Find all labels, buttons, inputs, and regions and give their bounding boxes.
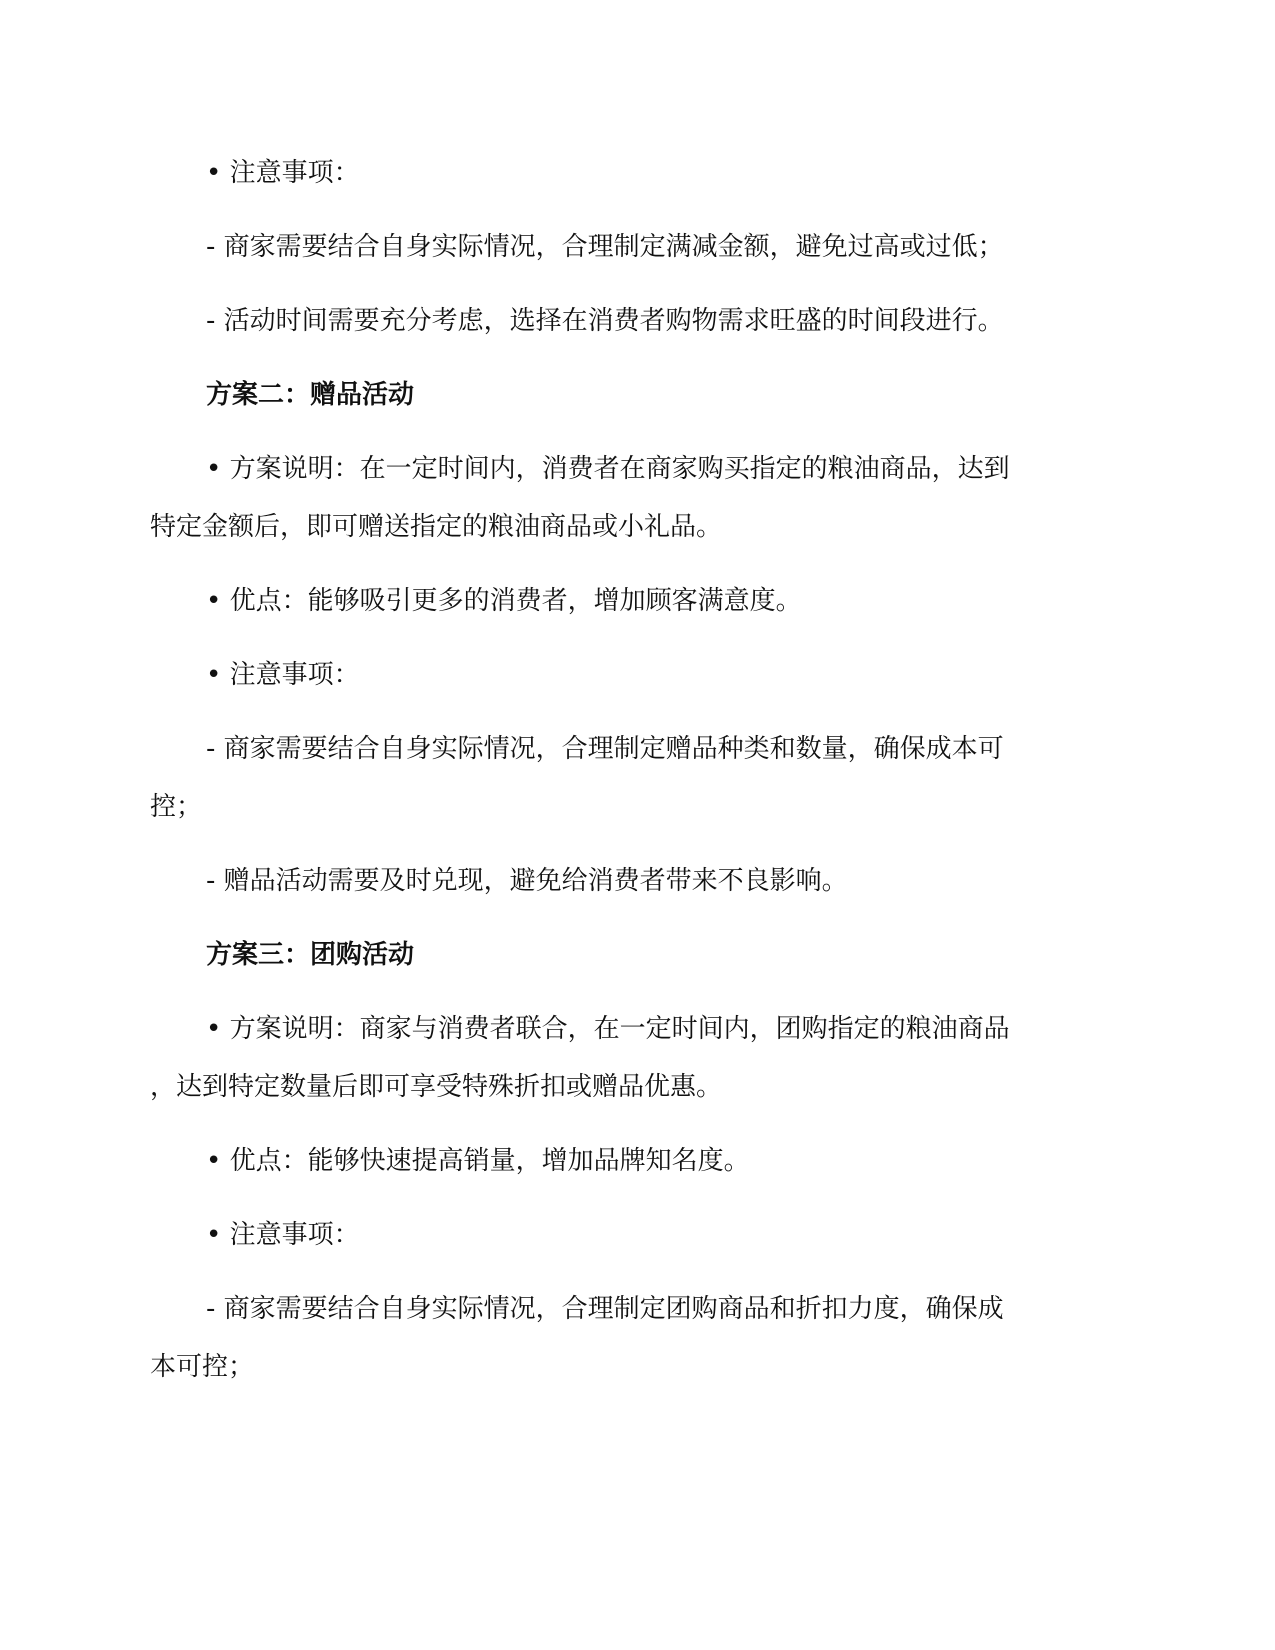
note-item: - 活动时间需要充分考虑，选择在消费者购物需求旺盛的时间段进行。	[206, 306, 1004, 336]
plan-advantage: • 优点：能够吸引更多的消费者，增加顾客满意度。	[206, 586, 802, 616]
bullet-notes-heading: • 注意事项：	[206, 660, 360, 690]
section-heading-plan-two: 方案二：赠品活动	[206, 380, 415, 410]
note-item: - 赠品活动需要及时兑现，避免给消费者带来不良影响。	[206, 866, 848, 896]
section-heading-plan-three: 方案三：团购活动	[206, 940, 415, 970]
note-item: - 商家需要结合自身实际情况，合理制定团购商品和折扣力度，确保成	[206, 1294, 1004, 1324]
note-item: - 商家需要结合自身实际情况，合理制定赠品种类和数量，确保成本可	[206, 734, 1004, 764]
note-item-continuation: 本可控；	[150, 1352, 255, 1382]
plan-advantage: • 优点：能够快速提高销量，增加品牌知名度。	[206, 1146, 750, 1176]
bullet-notes-heading: • 注意事项：	[206, 158, 360, 188]
bullet-notes-heading: • 注意事项：	[206, 1220, 360, 1250]
plan-description-continuation: 特定金额后，即可赠送指定的粮油商品或小礼品。	[150, 512, 723, 542]
plan-description: • 方案说明：商家与消费者联合，在一定时间内，团购指定的粮油商品	[206, 1014, 1010, 1044]
plan-description: • 方案说明：在一定时间内，消费者在商家购买指定的粮油商品，达到	[206, 454, 1010, 484]
note-item: - 商家需要结合自身实际情况，合理制定满减金额，避免过高或过低；	[206, 232, 1004, 262]
plan-description-continuation: ，达到特定数量后即可享受特殊折扣或赠品优惠。	[150, 1072, 723, 1102]
note-item-continuation: 控；	[150, 792, 203, 822]
